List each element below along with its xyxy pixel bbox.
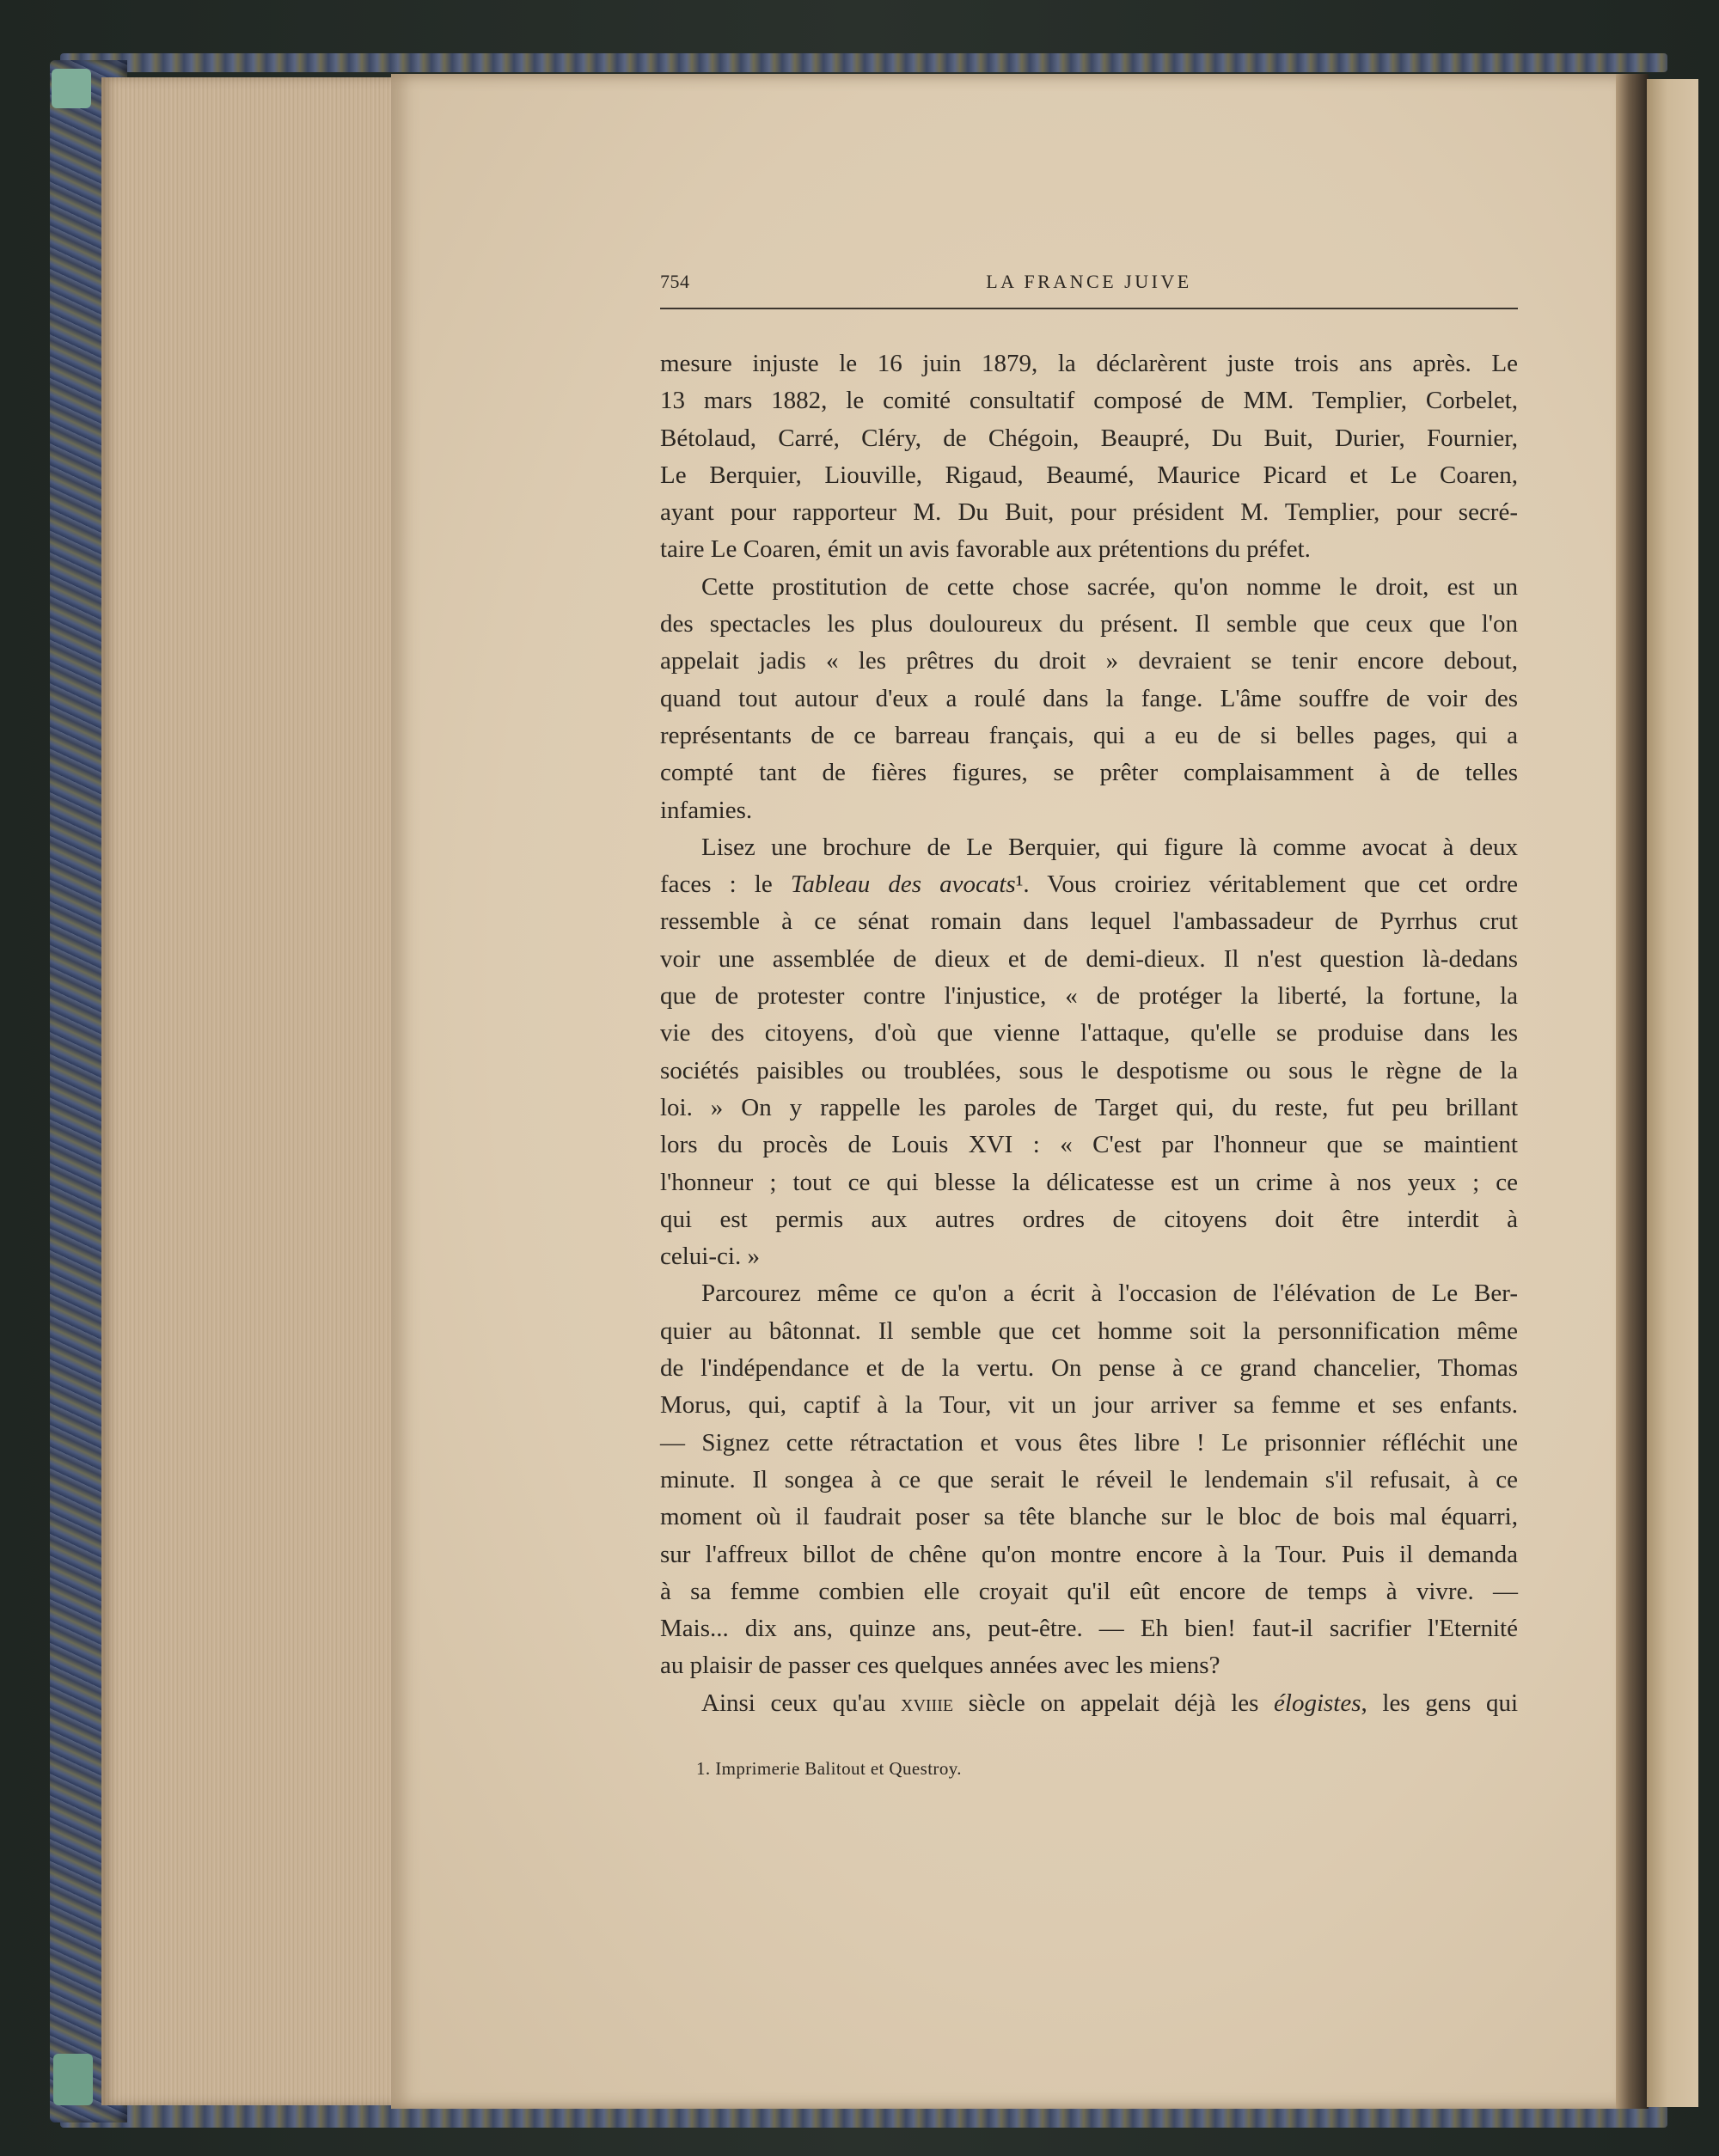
text-line: à sa femme combien elle croyait qu'il eût encore de temps à vivre. — — [660, 1577, 1518, 1605]
text-line: de l'indépendance et de la vertu. On pense à ce grand chancelier, Thomas — [660, 1354, 1518, 1383]
page-edges — [101, 77, 398, 2105]
italic-title: Tableau des avocats — [790, 870, 1016, 899]
text-segment: ¹. Vous croiriez véritablement que cet ordre — [1015, 870, 1519, 899]
text-line — [660, 866, 1518, 903]
text-line: compté tant de fières figures, se prêter complaisamment à de telles — [660, 759, 1518, 787]
cover-corner-top — [52, 69, 91, 108]
book-cover-top-edge — [60, 53, 1667, 72]
text-line: taire Le Coaren, émit un avis favorable aux prétentions du préfet. — [660, 535, 1311, 564]
text-line: Mais... dix ans, quinze ans, peut-être. — Eh bien! faut-il sacrifier l'Eternité — [660, 1615, 1518, 1643]
text-line: que de protester contre l'injustice, « de protéger la liberté, la fortune, la — [660, 982, 1518, 1011]
text-line: l'honneur ; tout ce qui blesse la délicatesse est un crime à nos yeux ; ce — [660, 1168, 1518, 1196]
text-line: Morus, qui, captif à la Tour, vit un jour arriver sa femme et ses enfants. — [660, 1391, 1518, 1420]
page-number: 754 — [660, 271, 690, 292]
text-line: Lisez une brochure de Le Berquier, qui figure là comme avocat à deux — [701, 833, 1518, 861]
text-line: vie des citoyens, d'où que vienne l'attaque, qu'elle se produise dans les — [660, 1019, 1518, 1047]
text-line: — Signez cette rétractation et vous êtes libre ! Le prisonnier réfléchit une — [660, 1428, 1518, 1457]
text-line: quier au bâtonnat. Il semble que cet homme soit la personnification même — [660, 1316, 1518, 1345]
text-line: celui-ci. » — [660, 1243, 760, 1271]
text-line: appelait jadis « les prêtres du droit » devraient se tenir encore debout, — [660, 647, 1518, 675]
text-line: ressemble à ce sénat romain dans lequel l'ambassadeur de Pyrrhus crut — [660, 907, 1518, 936]
text-segment: faces : le — [660, 870, 773, 899]
cover-corner-bottom — [53, 2054, 93, 2105]
text-line: moment où il faudrait poser sa tête blanche sur le bloc de bois mal équarri, — [660, 1503, 1518, 1531]
page-header — [660, 269, 1518, 307]
text-line: lors du procès de Louis XVI : « C'est par l'honneur que se maintient — [660, 1131, 1518, 1159]
book-gutter — [1616, 74, 1649, 2109]
text-line: 13 mars 1882, le comité consultatif composé de MM. Templier, Corbelet, — [660, 387, 1518, 415]
footnote: 1. Imprimerie Balitout et Questroy. — [696, 1758, 962, 1779]
text-line: infamies. — [660, 796, 753, 824]
text-line: quand tout autour d'eux a roulé dans la fange. L'âme souffre de voir des — [660, 684, 1518, 712]
italic-term: élogistes — [1274, 1689, 1361, 1717]
text-line: Cette prostitution de cette chose sacrée, qu'on nomme le droit, est un — [701, 572, 1518, 601]
text-line: ayant pour rapporteur M. Du Buit, pour président M. Templier, pour secré- — [660, 498, 1518, 527]
text-line: Le Berquier, Liouville, Rigaud, Beaumé, Maurice Picard et Le Coaren, — [660, 461, 1518, 489]
facing-page-edge — [1647, 79, 1698, 2107]
text-segment: , les gens qui — [1361, 1689, 1519, 1717]
body-text — [660, 345, 1518, 1722]
running-title: LA FRANCE JUIVE — [986, 271, 1192, 292]
text-line: sociétés paisibles ou troublées, sous le despotisme ou sous le règne de la — [660, 1056, 1518, 1084]
text-line: des spectacles les plus douloureux du présent. Il semble que ceux que l'on — [660, 610, 1518, 638]
century-numeral: xviiie — [901, 1689, 954, 1717]
text-line: Parcourez même ce qu'on a écrit à l'occasion de l'élévation de Le Ber- — [701, 1280, 1518, 1308]
text-segment: siècle on appelait déjà les — [968, 1689, 1259, 1717]
text-line: au plaisir de passer ces quelques années avec les miens? — [660, 1652, 1220, 1680]
text-line: sur l'affreux billot de chêne qu'on montre encore à la Tour. Puis il demanda — [660, 1540, 1518, 1568]
text-line: qui est permis aux autres ordres de citoyens doit être interdit à — [660, 1205, 1518, 1233]
header-rule — [660, 308, 1518, 309]
text-segment: Ainsi ceux qu'au — [701, 1689, 886, 1717]
text-line: mesure injuste le 16 juin 1879, la déclarèrent juste trois ans après. Le — [660, 350, 1518, 377]
text-line: minute. Il songea à ce que serait le réveil le lendemain s'il refusait, à ce — [660, 1465, 1518, 1493]
text-line: Bétolaud, Carré, Cléry, de Chégoin, Beaupré, Du Buit, Durier, Fournier, — [660, 424, 1518, 452]
text-line: loi. » On y rappelle les paroles de Target qui, du reste, fut peu brillant — [660, 1093, 1518, 1121]
text-line: représentants de ce barreau français, qui a eu de si belles pages, qui a — [660, 721, 1518, 749]
text-line: voir une assemblée de dieux et de demi-dieux. Il n'est question là-dedans — [660, 944, 1518, 973]
text-line — [660, 1685, 1518, 1722]
